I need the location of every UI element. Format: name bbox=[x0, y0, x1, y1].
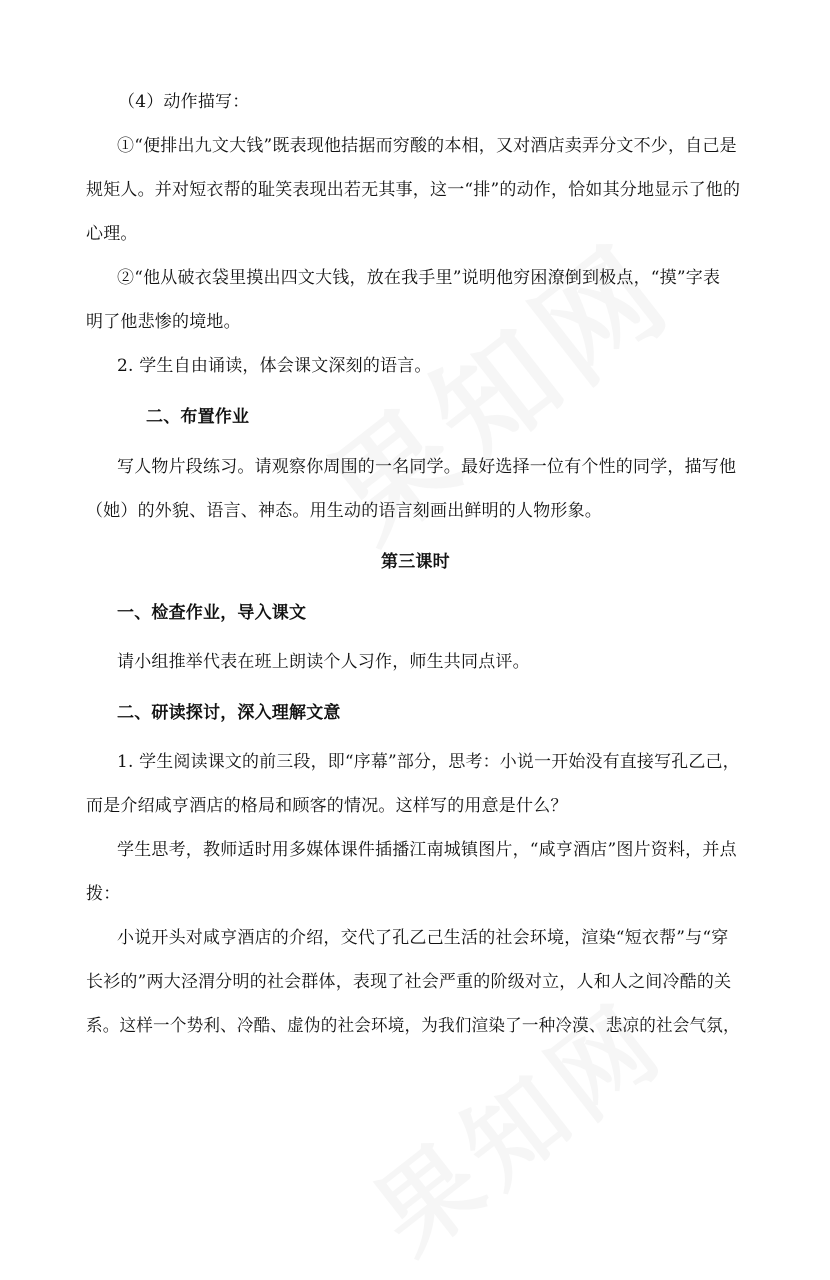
paragraph-line: 1. 学生阅读课文的前三段，即“序幕”部分，思考：小说一开始没有直接写孔乙己， bbox=[117, 752, 740, 772]
paragraph-line: ①“便排出九文大钱”既表现他拮据而穷酸的本相，又对酒店卖弄分文不少，自己是 bbox=[117, 136, 737, 156]
lesson-title: 第三课时 bbox=[381, 552, 450, 572]
paragraph-line: 心理。 bbox=[86, 224, 138, 244]
paragraph-line: ②“他从破衣袋里摸出四文大钱，放在我手里”说明他穷困潦倒到极点，“摸”字表 bbox=[117, 268, 721, 288]
paragraph-line: 小说开头对咸亨酒店的介绍，交代了孔乙己生活的社会环境，渲染“短衣帮”与“穿 bbox=[117, 928, 729, 948]
paragraph-line: （4）动作描写： bbox=[118, 92, 250, 112]
paragraph-line: 学生思考，教师适时用多媒体课件插播江南城镇图片，“咸亨酒店”图片资料，并点 bbox=[117, 840, 737, 860]
paragraph-line: 写人物片段练习。请观察你周围的一名同学。最好选择一位有个性的同学，描写他 bbox=[117, 457, 737, 477]
paragraph-line: 请小组推举代表在班上朗读个人习作，师生共同点评。 bbox=[117, 652, 530, 672]
paragraph-line: 拨： bbox=[86, 884, 121, 904]
paragraph-line: （她）的外貌、语言、神态。用生动的语言刻画出鲜明的人物形象。 bbox=[86, 501, 602, 521]
paragraph-line: 长衫的”两大泾渭分明的社会群体，表现了社会严重的阶级对立，人和人之间冷酷的关 bbox=[86, 972, 732, 992]
paragraph-line: 规矩人。并对短衣帮的耻笑表现出若无其事，这一“排”的动作，恰如其分地显示了他的 bbox=[86, 180, 741, 200]
paragraph-line: 2. 学生自由诵读，体会课文深刻的语言。 bbox=[117, 356, 432, 376]
watermark bbox=[341, 964, 690, 1280]
paragraph-line: 而是介绍咸亨酒店的格局和顾客的情况。这样写的用意是什么？ bbox=[86, 796, 568, 816]
section-heading: 二、布置作业 bbox=[146, 407, 250, 427]
paragraph-line: 系。这样一个势利、冷酷、虚伪的社会环境，为我们渲染了一种冷漠、悲凉的社会气氛， bbox=[86, 1016, 740, 1036]
section-heading: 二、研读探讨，深入理解文意 bbox=[117, 703, 341, 723]
section-heading: 一、检查作业，导入课文 bbox=[117, 603, 307, 623]
paragraph-line: 明了他悲惨的境地。 bbox=[86, 312, 241, 332]
